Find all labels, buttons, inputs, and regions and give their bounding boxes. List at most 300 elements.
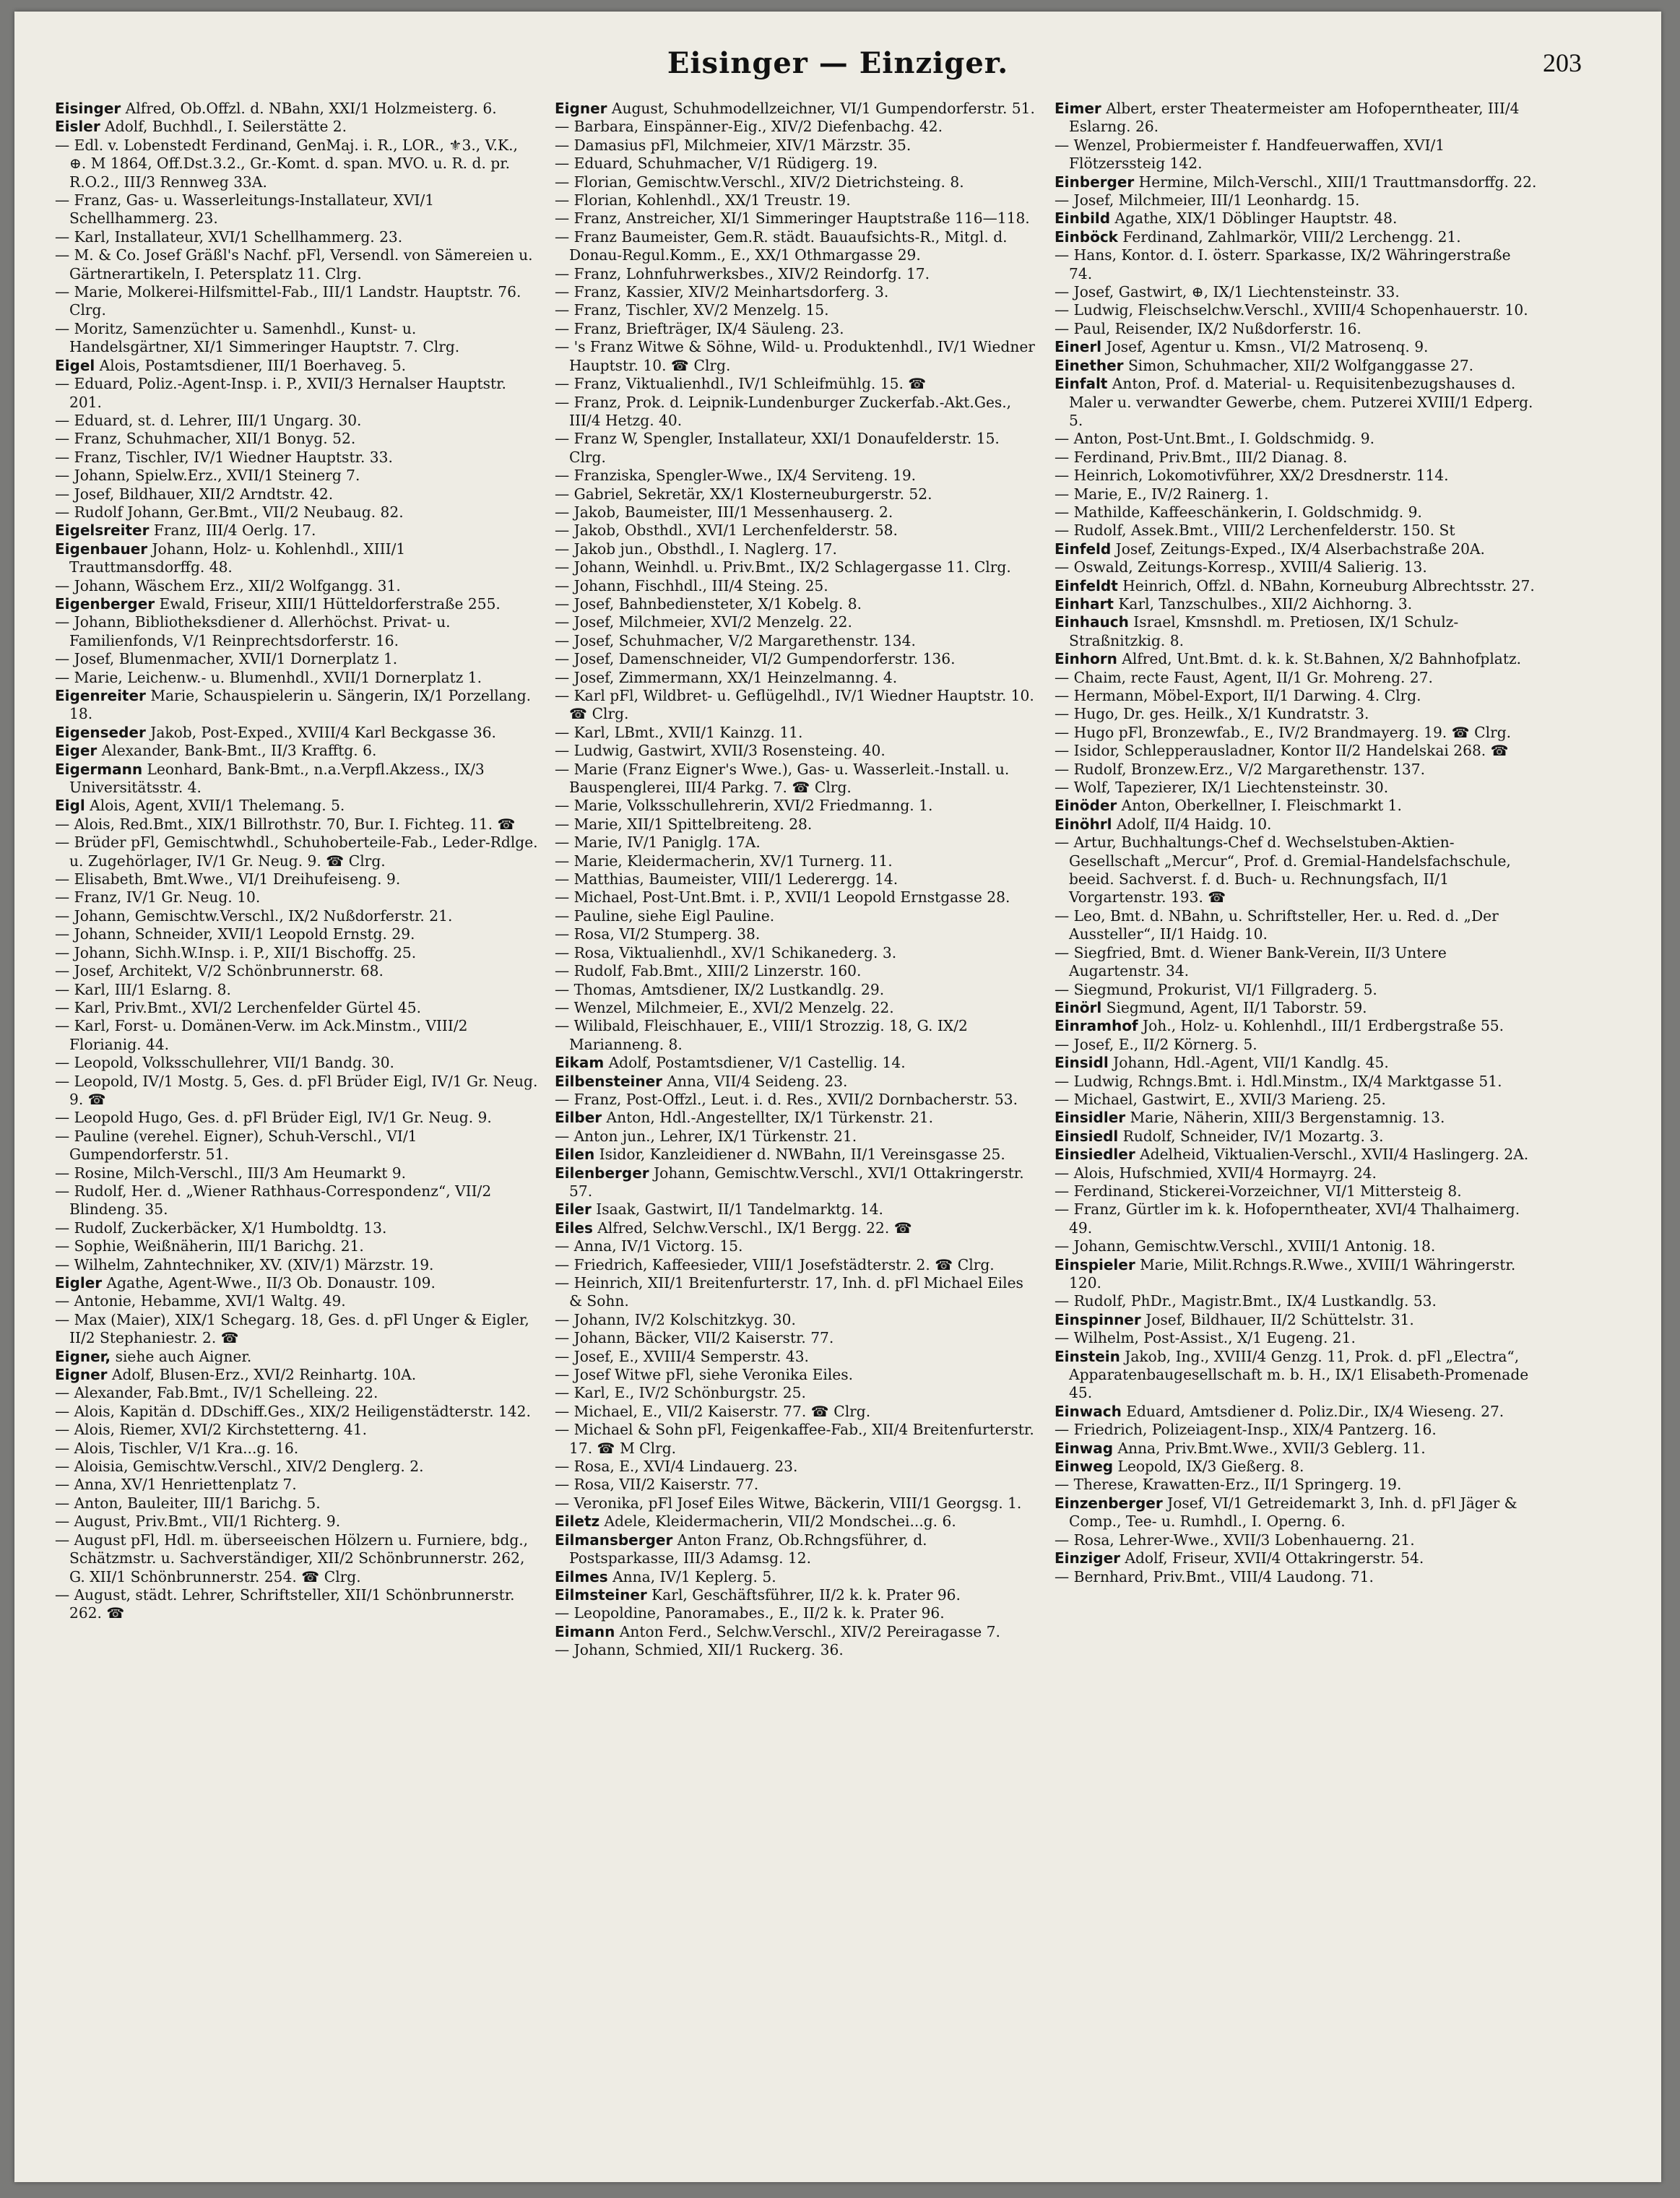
entry-surname: Einhart: [1055, 594, 1114, 613]
entry-details: — Franz, Briefträger, IX/4 Säuleng. 23.: [555, 319, 844, 337]
directory-entry: [1055, 595, 1538, 613]
entry-surname: Einether: [1055, 356, 1124, 374]
directory-entry: [555, 1200, 1039, 1219]
entry-surname: Einramhof: [1055, 1017, 1138, 1035]
entry-details: — Rosa, Viktualienhdl., XV/1 Schikanederg. 3.: [555, 943, 897, 961]
entry-details: — Karl, III/1 Eslarng. 8.: [55, 980, 231, 998]
directory-entry: [555, 1513, 1039, 1531]
entry-details: Josef, VI/1 Getreidemarkt 3, Inh. d. pFl Jäger & Comp., Tee- u. Rumhdl., I. Operng. 6.: [1069, 1494, 1517, 1531]
entry-details: Alexander, Bank-Bmt., II/3 Krafftg. 6.: [97, 742, 377, 760]
entry-surname: Einfalt: [1055, 375, 1108, 393]
entry-surname: Eigel: [55, 356, 95, 374]
entry-details: — Ferdinand, Stickerei-Vorzeichner, VI/1 Mittersteig 8.: [1055, 1182, 1462, 1200]
entry-details: — Leo, Bmt. d. NBahn, u. Schriftsteller, Her. u. Red. d. „Der Aussteller“, II/1 Haidg. 10.: [1055, 907, 1499, 943]
directory-entry: [555, 962, 1039, 980]
entry-details: — Rosa, E., XVI/4 Lindauerg. 23.: [555, 1458, 798, 1476]
entry-surname: Eigl: [55, 797, 85, 815]
entry-details: Agathe, XIX/1 Döblinger Hauptstr. 48.: [1110, 209, 1398, 228]
entry-details: — Pauline, siehe Eigl Pauline.: [555, 907, 775, 925]
directory-entry: [555, 1017, 1039, 1054]
entry-details: Israel, Kmsnshdl. m. Pretiosen, IX/1 Schulz-Straßnitzkig. 8.: [1069, 613, 1459, 649]
entry-details: Anton, Oberkellner, I. Fleischmarkt 1.: [1117, 797, 1402, 815]
directory-entry: [555, 228, 1039, 265]
entry-surname: Eiler: [555, 1200, 592, 1219]
entry-details: — Oswald, Zeitungs-Korresp., XVIII/4 Salierig. 13.: [1055, 558, 1427, 576]
directory-entry: [1055, 1036, 1538, 1054]
entry-surname: Einwag: [1055, 1439, 1114, 1457]
directory-entry: [55, 761, 539, 797]
directory-entry: [555, 981, 1039, 999]
directory-entry: [1055, 1311, 1538, 1329]
directory-entry: [55, 1421, 539, 1439]
entry-details: — Marie (Franz Eigner's Wwe.), Gas- u. Wasserleit.-Install. u. Bauspenglerei, III/4 Parkg. 7. ☎ Clrg.: [555, 760, 1010, 797]
directory-entry: [1055, 1073, 1538, 1091]
entry-details: Anton, Prof. d. Material- u. Requisitenbezugshauses d. Maler u. verwandter Gewerbe, chem. Putzerei XVIII/1 Edperg. 5.: [1069, 375, 1533, 429]
entry-details: — Karl, E., IV/2 Schönburgstr. 25.: [555, 1384, 806, 1402]
directory-entry: [555, 503, 1039, 522]
directory-entry: [55, 1531, 539, 1586]
entry-surname: Einsiedler: [1055, 1146, 1135, 1164]
directory-entry: [1055, 650, 1538, 668]
directory-entry: [555, 669, 1039, 687]
entry-details: — Wilhelm, Post-Assist., X/1 Eugeng. 21.: [1055, 1329, 1356, 1347]
directory-entry: [1055, 338, 1538, 356]
directory-entry: [1055, 1146, 1538, 1164]
entry-details: Anna, Priv.Bmt.Wwe., XVII/3 Geblerg. 11.: [1113, 1439, 1426, 1457]
entry-details: — Johann, Wäschem Erz., XII/2 Wolfgangg. 31.: [55, 576, 401, 594]
entry-details: — Josef, Bildhauer, XII/2 Arndtstr. 42.: [55, 485, 334, 503]
directory-entry: [55, 357, 539, 375]
entry-surname: Eigner: [55, 1366, 108, 1384]
directory-entry: [1055, 1109, 1538, 1127]
entry-details: Franz, III/4 Oerlg. 17.: [149, 522, 316, 540]
directory-entry: [555, 1348, 1039, 1366]
directory-entry: [555, 1384, 1039, 1402]
entry-details: — Johann, Bibliotheksdiener d. Allerhöchst. Privat- u. Familienfonds, V/1 Reinprechtsdorferstr. 16.: [55, 613, 451, 649]
entry-details: Joh., Holz- u. Kohlenhdl., III/1 Erdbergstraße 55.: [1138, 1017, 1504, 1035]
directory-entry: [555, 742, 1039, 760]
entry-details: — Eduard, st. d. Lehrer, III/1 Ungarg. 30.: [55, 411, 362, 429]
entry-surname: Eigermann: [55, 760, 143, 778]
directory-entry: [555, 1403, 1039, 1421]
directory-entry: [1055, 1494, 1538, 1531]
entry-surname: Eigenseder: [55, 723, 146, 741]
entry-details: — Franz, Lohnfuhrwerksbes., XIV/2 Reindorfg. 17.: [555, 264, 930, 282]
directory-entry: [55, 595, 539, 613]
directory-entry: [55, 137, 539, 191]
directory-entry: [55, 962, 539, 980]
directory-entry: [55, 613, 539, 650]
directory-entry: [55, 888, 539, 907]
entry-details: Isaak, Gastwirt, II/1 Tandelmarktg. 14.: [591, 1200, 883, 1219]
directory-entry: [555, 999, 1039, 1017]
entry-details: — Alois, Tischler, V/1 Kra...g. 16.: [55, 1439, 299, 1457]
entry-details: — Damasius pFl, Milchmeier, XIV/1 Märzstr. 35.: [555, 136, 912, 154]
entry-details: — Josef, Milchmeier, XVI/2 Menzelg. 22.: [555, 613, 852, 631]
directory-entry: [1055, 1403, 1538, 1421]
entry-details: — Barbara, Einspänner-Eig., XIV/2 Diefenbachg. 42.: [555, 118, 943, 136]
directory-entry: [555, 925, 1039, 943]
entry-details: — Artur, Buchhaltungs-Chef d. Wechselstuben-Aktien-Gesellschaft „Mercur“, Prof. d. Gremial-Handelsfachschule, beeid. Sachverst. f. d. Buch- u. Rechnungsfach, II/1 Vorgartenstr. 193. ☎: [1055, 834, 1511, 907]
directory-entry: [1055, 1017, 1538, 1035]
entry-details: — Siegfried, Bmt. d. Wiener Bank-Verein, II/3 Untere Augartenstr. 34.: [1055, 943, 1447, 980]
directory-entry: [555, 338, 1039, 375]
entry-details: — Alexander, Fab.Bmt., IV/1 Schelleing. 22.: [55, 1384, 378, 1402]
entry-details: — Marie, XII/1 Spittelbreiteng. 28.: [555, 815, 813, 833]
entry-details: — Rudolf, Fab.Bmt., XIII/2 Linzerstr. 160.: [555, 962, 862, 980]
entry-details: — Josef, Damenschneider, VI/2 Gumpendorferstr. 136.: [555, 650, 956, 668]
directory-entry: [555, 1256, 1039, 1274]
entry-surname: Einfeldt: [1055, 576, 1118, 594]
directory-entry: [555, 283, 1039, 301]
entry-details: — Friedrich, Polizeiagent-Insp., XIX/4 Pantzerg. 16.: [1055, 1421, 1437, 1439]
page-header: [14, 46, 1661, 90]
entry-surname: Einsidl: [1055, 1054, 1109, 1072]
entry-details: — Gabriel, Sekretär, XX/1 Klosterneuburgerstr. 52.: [555, 485, 932, 503]
entry-details: Marie, Näherin, XIII/3 Bergenstamnig. 13.: [1125, 1109, 1445, 1127]
entry-details: Anna, VII/4 Seideng. 23.: [662, 1072, 848, 1090]
directory-entry: [1055, 687, 1538, 705]
directory-entry: [55, 742, 539, 760]
entry-details: — Marie, Molkerei-Hilfsmittel-Fab., III/1 Landstr. Hauptstr. 76. Clrg.: [55, 283, 521, 319]
directory-entry: [55, 1164, 539, 1182]
entry-details: Ewald, Friseur, XIII/1 Hütteldorferstraße 255.: [155, 594, 501, 613]
entry-details: — Josef, Architekt, V/2 Schönbrunnerstr. 68.: [55, 962, 384, 980]
directory-entry: [55, 797, 539, 815]
directory-entry: [55, 1311, 539, 1348]
entry-details: Johann, Holz- u. Kohlenhdl., XIII/1 Trauttmansdorffg. 48.: [69, 540, 406, 576]
directory-entry: [55, 925, 539, 943]
entry-surname: Einbild: [1055, 209, 1111, 228]
directory-entry: [1055, 503, 1538, 522]
directory-entry: [555, 687, 1039, 724]
directory-entry: [555, 191, 1039, 209]
entry-details: — Matthias, Baumeister, VIII/1 Lederergg. 14.: [555, 870, 899, 888]
directory-page: [14, 12, 1661, 2182]
entry-details: — Josef, E., XVIII/4 Semperstr. 43.: [555, 1347, 809, 1365]
directory-entry: [555, 650, 1039, 668]
entry-surname: Einöhrl: [1055, 815, 1112, 833]
directory-entry: [555, 375, 1039, 393]
entry-details: — Leopoldine, Panoramabes., E., II/2 k. k. Prater 96.: [555, 1604, 945, 1622]
directory-entry: [555, 1219, 1039, 1237]
entry-details: — Marie, E., IV/2 Rainerg. 1.: [1055, 485, 1269, 503]
entry-details: — Chaim, recte Faust, Agent, II/1 Gr. Mohreng. 27.: [1055, 668, 1433, 686]
directory-entry: [555, 1568, 1039, 1586]
entry-details: — Wilibald, Fleischhauer, E., VIII/1 Strozzig. 18, G. IX/2 Marianneng. 8.: [555, 1017, 968, 1053]
entry-details: — Wenzel, Probiermeister f. Handfeuerwaffen, XVI/1 Flötzerssteig 142.: [1055, 136, 1445, 173]
directory-entry: [1055, 999, 1538, 1017]
directory-entry: [555, 100, 1039, 118]
directory-entry: [555, 724, 1039, 742]
directory-entry: [555, 1128, 1039, 1146]
directory-entry: [55, 1458, 539, 1476]
directory-entry: [1055, 1128, 1538, 1146]
entry-details: — Franz, Tischler, IV/1 Wiedner Hauptstr. 33.: [55, 448, 393, 466]
entry-surname: Eigenreiter: [55, 687, 146, 704]
entry-details: — Elisabeth, Bmt.Wwe., VI/1 Dreihufeiseng. 9.: [55, 870, 401, 888]
entry-details: Anna, IV/1 Keplerg. 5.: [607, 1567, 776, 1585]
entry-details: — August, städt. Lehrer, Schriftsteller, XII/1 Schönbrunnerstr. 262. ☎: [55, 1585, 515, 1622]
entry-details: Adolf, Postamtsdiener, V/1 Castellig. 14.: [604, 1054, 906, 1072]
entry-details: — Michael & Sohn pFl, Feigenkaffee-Fab., XII/4 Breitenfurterstr. 17. ☎ M Clrg.: [555, 1421, 1034, 1457]
entry-details: Eduard, Amtsdiener d. Poliz.Dir., IX/4 Wieseng. 27.: [1121, 1402, 1504, 1420]
directory-entry: [555, 1146, 1039, 1164]
directory-entry: [1055, 228, 1538, 246]
entry-details: Karl, Geschäftsführer, II/2 k. k. Prater 96.: [646, 1585, 961, 1604]
column-1: [55, 100, 539, 1623]
directory-entry: [55, 1476, 539, 1494]
entry-details: Adolf, Blusen-Erz., XVI/2 Reinhartg. 10A.: [107, 1366, 417, 1384]
directory-entry: [55, 1219, 539, 1237]
entry-details: — M. & Co. Josef Gräßl's Nachf. pFl, Versendl. von Sämereien u. Gärtnerartikeln, I. Petersplatz 11. Clrg.: [55, 246, 533, 282]
directory-entry: [55, 981, 539, 999]
directory-entry: [55, 944, 539, 962]
directory-entry: [555, 613, 1039, 631]
entry-details: — Heinrich, XII/1 Breitenfurterstr. 17, Inh. d. pFl Michael Eiles & Sohn.: [555, 1274, 1023, 1310]
entry-surname: Eigelsreiter: [55, 522, 150, 540]
directory-entry: [1055, 209, 1538, 228]
entry-surname: Einstein: [1055, 1347, 1120, 1365]
entry-details: — Antonie, Hebamme, XVI/1 Waltg. 49.: [55, 1292, 346, 1310]
directory-entry: [1055, 357, 1538, 375]
entry-details: — Ludwig, Rchngs.Bmt. i. Hdl.Minstm., IX/4 Marktgasse 51.: [1055, 1072, 1502, 1090]
entry-details: — August pFl, Hdl. m. überseeischen Hölzern u. Furniere, bdg., Schätzmstr. u. Sachverständiger, XII/2 Schönbrunnerstr. 262, G. XII/1 Schönbrunnerstr. 254. ☎ Clrg.: [55, 1531, 529, 1585]
entry-details: August, Schuhmodellzeichner, VI/1 Gumpendorferstr. 51.: [607, 100, 1035, 117]
directory-entry: [55, 1256, 539, 1274]
entry-details: — Hugo, Dr. ges. Heilk., X/1 Kundratstr. 3.: [1055, 705, 1369, 723]
directory-entry: [55, 1017, 539, 1054]
directory-entry: [555, 209, 1039, 228]
entry-surname: Eimer: [1055, 100, 1101, 117]
directory-entry: [555, 394, 1039, 430]
entry-details: — Florian, Kohlenhdl., XX/1 Treustr. 19.: [555, 191, 851, 209]
directory-entry: [55, 503, 539, 522]
directory-entry: [1055, 485, 1538, 503]
directory-entry: [55, 870, 539, 888]
directory-entry: [1055, 191, 1538, 209]
entry-details: Alois, Agent, XVII/1 Thelemang. 5.: [85, 797, 345, 815]
entry-details: — Johann, Sichh.W.Insp. i. P., XII/1 Bischoffg. 25.: [55, 943, 417, 961]
directory-entry: [1055, 1256, 1538, 1293]
entry-details: Adele, Kleidermacherin, VII/2 Mondschei...g. 6.: [599, 1513, 956, 1531]
entry-surname: Eigenbauer: [55, 540, 148, 558]
directory-entry: [55, 669, 539, 687]
entry-details: — Rudolf, Zuckerbäcker, X/1 Humboldtg. 13.: [55, 1219, 387, 1237]
entry-details: Adolf, II/4 Haidg. 10.: [1112, 815, 1272, 833]
directory-entry: [555, 1091, 1039, 1109]
entry-details: — Franz, Tischler, XV/2 Menzelg. 15.: [555, 301, 829, 319]
directory-entry: [555, 1073, 1039, 1091]
entry-details: Albert, erster Theatermeister am Hofoperntheater, III/4 Eslarng. 26.: [1069, 100, 1520, 136]
entry-details: — Rosa, VI/2 Stumperg. 38.: [555, 925, 761, 943]
entry-details: Jakob, Ing., XVIII/4 Genzg. 11, Prok. d. pFl „Electra“, Apparatenbaugesellschaft m. b. H., IX/1 Elisabeth-Promenade 45.: [1069, 1347, 1529, 1402]
entry-details: — Mathilde, Kaffeeschänkerin, I. Goldschmidg. 9.: [1055, 503, 1422, 521]
directory-entry: [555, 1494, 1039, 1513]
entry-surname: Einöder: [1055, 797, 1117, 815]
directory-entry: [555, 265, 1039, 283]
directory-entry: [1055, 907, 1538, 944]
directory-entry: [1055, 1568, 1538, 1586]
directory-entry: [55, 1403, 539, 1421]
entry-details: — Johann, Schneider, XVII/1 Leopold Ernstg. 29.: [55, 925, 415, 943]
directory-entry: [555, 577, 1039, 595]
directory-entry: [1055, 797, 1538, 815]
directory-entry: [1055, 779, 1538, 797]
directory-entry: [555, 815, 1039, 834]
entry-surname: Eigner: [555, 100, 607, 117]
directory-entry: [1055, 320, 1538, 338]
entry-surname: Einzenberger: [1055, 1494, 1163, 1512]
entry-details: — Pauline (verehel. Eigner), Schuh-Verschl., VI/1 Gumpendorferstr. 51.: [55, 1127, 417, 1164]
entry-details: — Anton, Post-Unt.Bmt., I. Goldschmidg. 9.: [1055, 430, 1375, 448]
entry-surname: Einsidler: [1055, 1109, 1126, 1127]
entry-surname: Eilmsteiner: [555, 1585, 647, 1604]
entry-details: — Leopold, Volksschullehrer, VII/1 Bandg. 30.: [55, 1054, 394, 1072]
directory-entry: [55, 1274, 539, 1292]
entry-surname: Eilen: [555, 1146, 595, 1164]
directory-entry: [555, 1311, 1039, 1329]
entry-details: — Franz, Gürtler im k. k. Hofoperntheater, XVI/4 Thalhaimerg. 49.: [1055, 1200, 1520, 1237]
entry-details: — Sophie, Weißnäherin, III/1 Barichg. 21.: [55, 1237, 364, 1255]
directory-entry: [555, 1421, 1039, 1458]
entry-details: — Marie, Volksschullehrerin, XVI/2 Friedmanng. 1.: [555, 797, 933, 815]
entry-details: Anton Ferd., Selchw.Verschl., XIV/2 Pereiragasse 7.: [615, 1622, 1000, 1640]
entry-details: — Therese, Krawatten-Erz., II/1 Springerg. 19.: [1055, 1476, 1402, 1494]
directory-entry: [555, 761, 1039, 797]
entry-details: — Anna, IV/1 Victorg. 15.: [555, 1237, 743, 1255]
entry-surname: Eigenberger: [55, 594, 155, 613]
directory-entry: [555, 1164, 1039, 1201]
entry-details: — Franz, Schuhmacher, XII/1 Bonyg. 52.: [55, 430, 356, 448]
directory-entry: [1055, 449, 1538, 467]
entry-details: — Rosine, Milch-Verschl., III/3 Am Heumarkt 9.: [55, 1164, 407, 1182]
directory-entry: [1055, 577, 1538, 595]
directory-entry: [1055, 375, 1538, 430]
entry-details: — Josef, Bahnbediensteter, X/1 Kobelg. 8.: [555, 594, 862, 613]
entry-details: — Josef, Milchmeier, III/1 Leonhardg. 15.: [1055, 191, 1360, 209]
entry-surname: Eiger: [55, 742, 98, 760]
directory-entry: [1055, 173, 1538, 191]
entry-details: — Josef, Zimmermann, XX/1 Heinzelmanng. 4.: [555, 668, 898, 686]
directory-entry: [555, 1366, 1039, 1384]
entry-details: Hermine, Milch-Verschl., XIII/1 Trauttmansdorffg. 22.: [1134, 173, 1537, 191]
directory-entry: [555, 118, 1039, 136]
directory-entry: [1055, 137, 1538, 173]
directory-entry: [55, 540, 539, 577]
directory-entry: [55, 1292, 539, 1310]
entry-details: — Ludwig, Gastwirt, XVII/3 Rosensteing. 40.: [555, 742, 886, 760]
entry-surname: Einspieler: [1055, 1255, 1135, 1273]
entry-surname: Eilber: [555, 1109, 602, 1127]
entry-surname: Eisinger: [55, 100, 121, 117]
entry-surname: Einhauch: [1055, 613, 1129, 631]
entry-details: — Jakob jun., Obsthdl., I. Naglerg. 17.: [555, 540, 837, 558]
entry-details: — Ludwig, Fleischselchw.Verschl., XVIII/4 Schopenhauerstr. 10.: [1055, 301, 1528, 319]
entry-surname: Eiletz: [555, 1513, 600, 1531]
directory-entry: [55, 1366, 539, 1384]
directory-entry: [1055, 467, 1538, 485]
directory-entry: [1055, 540, 1538, 558]
entry-details: Adolf, Buchhdl., I. Seilerstätte 2.: [100, 118, 347, 136]
entry-surname: Eigner,: [55, 1347, 111, 1365]
directory-entry: [55, 191, 539, 228]
entry-details: — Franz, Post-Offzl., Leut. i. d. Res., XVII/2 Dornbacherstr. 53.: [555, 1090, 1018, 1108]
directory-entry: [55, 724, 539, 742]
directory-entry: [55, 485, 539, 503]
column-2: [555, 100, 1039, 1660]
directory-entry: [1055, 1182, 1538, 1200]
entry-surname: Einweg: [1055, 1458, 1114, 1476]
entry-details: — Anton jun., Lehrer, IX/1 Türkenstr. 21.: [555, 1127, 857, 1145]
directory-entry: [55, 1182, 539, 1219]
entry-details: — Franz Baumeister, Gem.R. städt. Bauaufsichts-R., Mitgl. d. Donau-Regul.Komm., E., XX/1 Othmargasse 29.: [555, 228, 1008, 264]
entry-details: — Brüder pFl, Gemischtwhdl., Schuhoberteile-Fab., Leder-Rdlge. u. Zugehörlager, IV/1 Gr. Neug. 9. ☎ Clrg.: [55, 834, 538, 870]
entry-surname: Einörl: [1055, 998, 1102, 1016]
directory-entry: [555, 834, 1039, 852]
entry-details: Adolf, Friseur, XVII/4 Ottakringerstr. 54.: [1120, 1549, 1424, 1567]
entry-details: — Heinrich, Lokomotivführer, XX/2 Dresdnerstr. 114.: [1055, 467, 1449, 485]
directory-entry: [55, 1237, 539, 1255]
entry-details: — Rudolf, PhDr., Magistr.Bmt., IX/4 Lustkandlg. 53.: [1055, 1292, 1437, 1310]
directory-entry: [1055, 1348, 1538, 1403]
entry-details: Anton, Hdl.-Angestellter, IX/1 Türkenstr. 21.: [602, 1109, 934, 1127]
entry-surname: Eilmansberger: [555, 1531, 673, 1549]
directory-entry: [555, 944, 1039, 962]
entry-details: — Rudolf Johann, Ger.Bmt., VII/2 Neubaug. 82.: [55, 503, 404, 521]
entry-details: Josef, Zeitungs-Exped., IX/4 Alserbachstraße 20A.: [1111, 540, 1485, 558]
entry-details: — Rudolf, Her. d. „Wiener Rathhaus-Correspondenz“, VII/2 Blindeng. 35.: [55, 1182, 492, 1219]
entry-surname: Eisler: [55, 118, 100, 136]
directory-entry: [55, 228, 539, 246]
directory-entry: [55, 1109, 539, 1127]
entry-details: Anton Franz, Ob.Rchngsführer, d. Postsparkasse, III/3 Adamsg. 12.: [569, 1531, 927, 1567]
entry-surname: Einhorn: [1055, 650, 1117, 668]
entry-details: — Franz, Kassier, XIV/2 Meinhartsdorferg. 3.: [555, 283, 889, 301]
directory-entry: [555, 870, 1039, 888]
directory-entry: [555, 1604, 1039, 1622]
entry-surname: Einziger: [1055, 1549, 1120, 1567]
entry-details: Alfred, Ob.Offzl. d. NBahn, XXI/1 Holzmeisterg. 6.: [121, 100, 497, 117]
entry-details: — Karl, Priv.Bmt., XVI/2 Lerchenfelder Gürtel 45.: [55, 998, 421, 1016]
entry-details: — Rosa, Lehrer-Wwe., XVII/3 Lobenhauerng. 21.: [1055, 1531, 1415, 1549]
directory-entry: [1055, 301, 1538, 319]
entry-surname: Einböck: [1055, 228, 1118, 246]
directory-entry: [555, 1329, 1039, 1347]
entry-details: — Thomas, Amtsdiener, IX/2 Lustkandlg. 29.: [555, 980, 885, 998]
entry-details: — Alois, Kapitän d. DDschiff.Ges., XIX/2 Heiligenstädterstr. 142.: [55, 1402, 531, 1420]
directory-entry: [1055, 613, 1538, 650]
directory-entry: [1055, 1458, 1538, 1476]
entry-details: — Hugo pFl, Bronzewfab., E., IV/2 Brandmayerg. 19. ☎ Clrg.: [1055, 723, 1512, 741]
directory-entry: [55, 430, 539, 448]
directory-entry: [1055, 1237, 1538, 1255]
entry-details: Jakob, Post-Exped., XVIII/4 Karl Beckgasse 36.: [145, 723, 496, 741]
entry-details: — Moritz, Samenzüchter u. Samenhdl., Kunst- u. Handelsgärtner, XI/1 Simmeringer Hauptstr. 7. Clrg.: [55, 319, 460, 356]
entry-details: — Siegmund, Prokurist, VI/1 Fillgraderg. 5.: [1055, 980, 1377, 998]
entry-details: Marie, Schauspielerin u. Sängerin, IX/1 Porzellang. 18.: [69, 687, 532, 723]
directory-entry: [1055, 761, 1538, 779]
entry-details: Isidor, Kanzleidiener d. NWBahn, II/1 Vereinsgasse 25.: [594, 1146, 1005, 1164]
directory-entry: [555, 155, 1039, 173]
entry-details: — Marie, IV/1 Paniglg. 17A.: [555, 834, 761, 852]
directory-entry: [1055, 1292, 1538, 1310]
entry-details: — Franz W, Spengler, Installateur, XXI/1 Donaufelderstr. 15. Clrg.: [555, 430, 1000, 466]
directory-entry: [1055, 558, 1538, 576]
entry-details: — Eduard, Poliz.-Agent-Insp. i. P., XVII/3 Hernalser Hauptstr. 201.: [55, 375, 506, 411]
entry-details: — Karl pFl, Wildbret- u. Geflügelhdl., IV/1 Wiedner Hauptstr. 10. ☎ Clrg.: [555, 687, 1034, 723]
entry-details: Rudolf, Schneider, IV/1 Mozartg. 3.: [1118, 1127, 1384, 1145]
